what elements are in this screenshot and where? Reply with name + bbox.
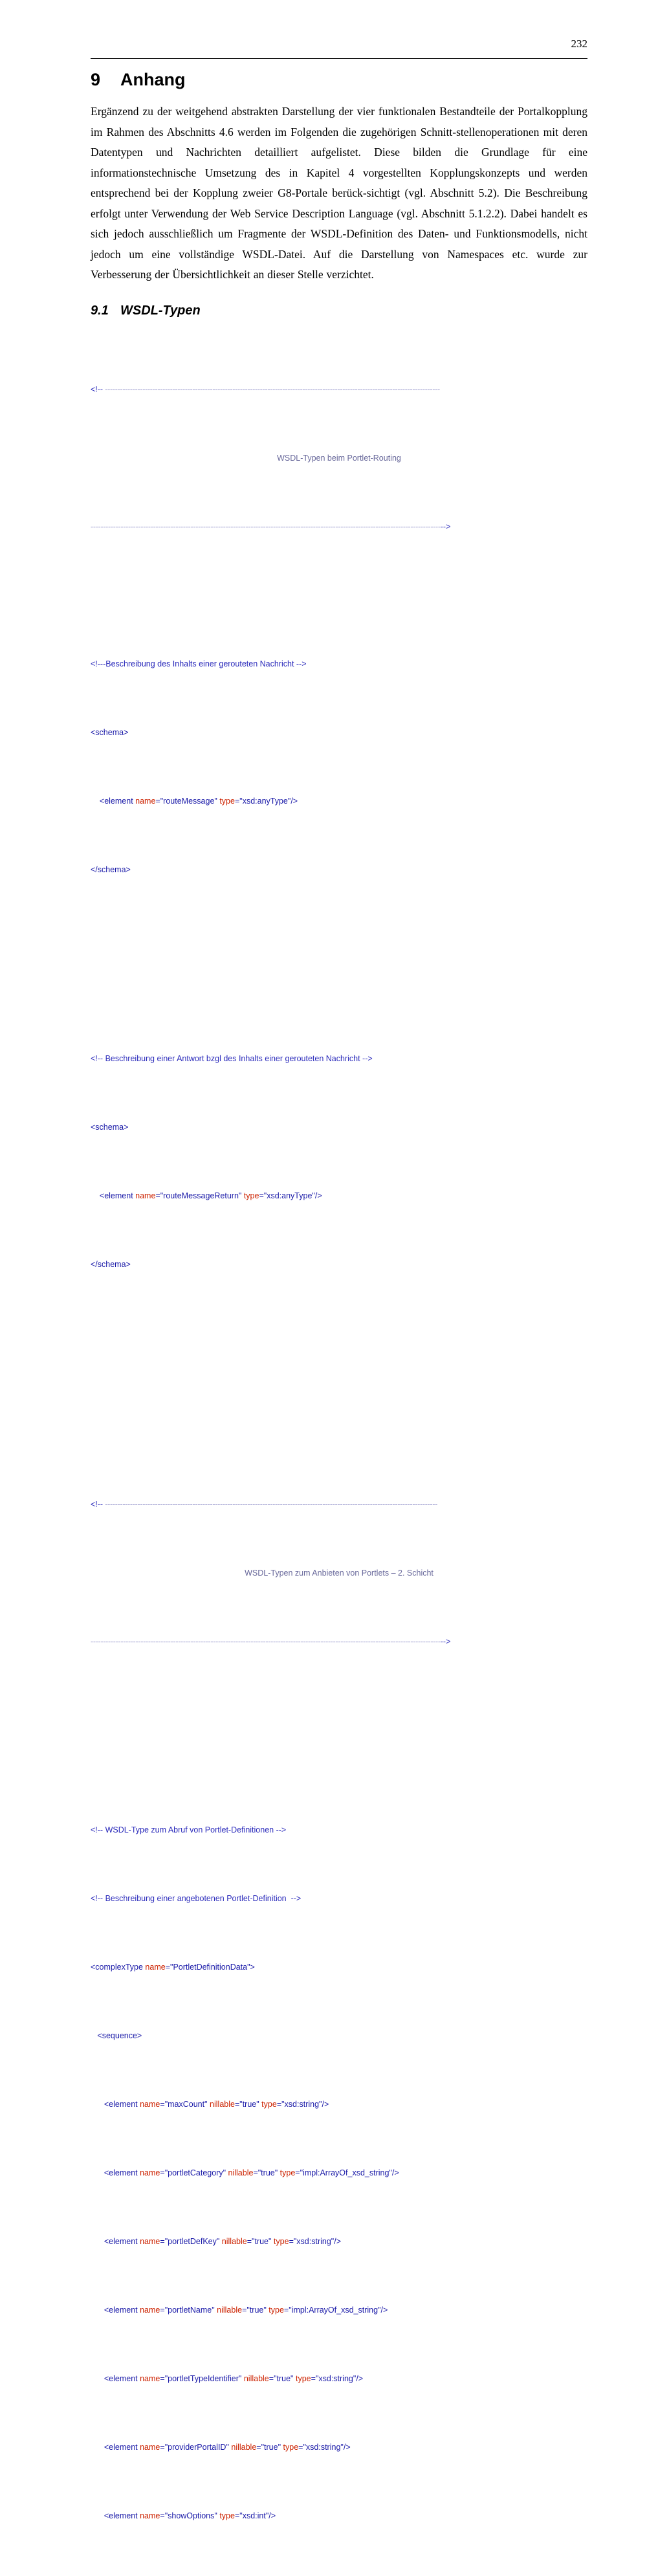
equals: = (253, 2168, 258, 2177)
comment-text: <!---Beschreibung des Inhalts einer gerouteten Nachricht --> (91, 659, 307, 668)
value-type: "xsd:string" (303, 2443, 343, 2452)
value-nillable: "true" (274, 2374, 293, 2383)
element-open-tag: <element (104, 2237, 140, 2246)
attr-nillable: nillable (231, 2443, 256, 2452)
equals: = (311, 2374, 316, 2383)
code-blank-line (91, 1427, 587, 1445)
chapter-heading (91, 70, 587, 90)
code-line-banner1-open (91, 381, 587, 399)
banner-rule-2: -------------------------------------------------------------------------------------------------------------------------------------------- (91, 522, 441, 531)
schema-open-tag: <schema> (91, 1123, 128, 1132)
equals: = (277, 2100, 281, 2109)
comment-text: <!-- Beschreibung einer angebotenen Portlet-Definition --> (91, 1894, 301, 1903)
attr-type: type (296, 2374, 311, 2383)
code-line-comment2 (91, 1050, 587, 1068)
code-line-schema-open-1 (91, 724, 587, 742)
equals: = (235, 2100, 239, 2109)
value-name: "portletName" (165, 2306, 215, 2315)
element-open-tag: <element (104, 2511, 140, 2520)
code-line-element-routemessagereturn (91, 1187, 587, 1205)
value-nillable: "true" (239, 2100, 259, 2109)
comment-text: <!-- WSDL-Type zum Abruf von Portlet-Definitionen --> (91, 1825, 286, 1834)
element-close-tag: /> (380, 2306, 388, 2315)
attr-nillable: nillable (217, 2306, 242, 2315)
value-name: "routeMessage" (160, 797, 217, 806)
attr-type: type (274, 2237, 289, 2246)
value-type: "xsd:int" (239, 2511, 269, 2520)
element-close-tag: /> (344, 2443, 351, 2452)
attr-name: name (140, 2100, 160, 2109)
chapter-title: Anhang (120, 70, 186, 89)
element-open-tag: <element (104, 2168, 140, 2177)
element-open-tag: <element (104, 2443, 140, 2452)
attr-type: type (241, 1191, 259, 1200)
code-line-banner2-open (91, 1496, 587, 1514)
attr-type: type (269, 2306, 284, 2315)
code-line-element-row (91, 2096, 587, 2113)
code-line-banner1-caption (91, 450, 587, 467)
value-type: "xsd:string" (294, 2237, 334, 2246)
attr-name: name (140, 2443, 160, 2452)
equals-1: = (155, 1191, 160, 1200)
comment-close-marker: --> (441, 522, 451, 531)
code-line-element-row (91, 2507, 587, 2525)
code-line-element-row (91, 2164, 587, 2182)
attr-name: name (140, 2306, 160, 2315)
section-number: 9.1 (91, 303, 120, 318)
element-open-tag: <element (104, 2100, 140, 2109)
comment-text: <!-- Beschreibung einer Antwort bzgl des Inhalts einer gerouteten Nachricht --> (91, 1054, 373, 1063)
element-close-tag: /> (269, 2511, 276, 2520)
page-content (91, 70, 587, 2576)
chapter-number: 9 (91, 70, 120, 90)
equals: = (295, 2168, 300, 2177)
equals-2: = (259, 1191, 263, 1200)
value-type: "xsd:string" (281, 2100, 322, 2109)
code-line-element-row (91, 2439, 587, 2456)
code-blank-line (91, 1753, 587, 1770)
document-page (0, 0, 647, 916)
comment-open-marker: <!-- (91, 385, 103, 394)
attr-type: type (219, 2511, 235, 2520)
attr-name: name (145, 1963, 165, 1972)
equals-2: = (235, 797, 239, 806)
equals: = (166, 1963, 170, 1972)
attr-nillable: nillable (228, 2168, 254, 2177)
code-blank-line (91, 1325, 587, 1342)
section-title: WSDL-Typen (120, 303, 201, 318)
value-name: "portletCategory" (165, 2168, 226, 2177)
value-name: "routeMessageReturn" (160, 1191, 242, 1200)
banner-rule: -------------------------------------------------------------------------------------------------------------------------------------- (103, 385, 440, 394)
code-line-banner2-close (91, 1633, 587, 1651)
code-line-schema-close-1 (91, 861, 587, 879)
element-open-tag: <element (104, 2306, 140, 2315)
value-name: "PortletDefinitionData"> (170, 1963, 255, 1972)
value-name: "providerPortalID" (165, 2443, 229, 2452)
schema-open-tag: <schema> (91, 728, 128, 737)
equals: = (160, 2168, 164, 2177)
value-type: "impl:ArrayOf_xsd_string" (300, 2168, 392, 2177)
code-line-comment4 (91, 1890, 587, 1908)
element-open-tag: <element (100, 797, 135, 806)
attr-type: type (280, 2168, 296, 2177)
attr-nillable: nillable (222, 2237, 247, 2246)
element-close-tag: /> (315, 1191, 322, 1200)
code-line-comment3 (91, 1822, 587, 1839)
equals: = (160, 2443, 164, 2452)
code-line-schema-close-2 (91, 1256, 587, 1273)
schema-close-tag: </schema> (91, 865, 131, 874)
banner-rule-2: -------------------------------------------------------------------------------------------------------------------------------------------- (91, 1637, 441, 1646)
code-blank-line (91, 1376, 587, 1393)
element-close-tag: /> (322, 2100, 329, 2109)
code-blank-line (91, 930, 587, 947)
banner-caption: WSDL-Typen beim Portlet-Routing (91, 450, 587, 467)
attr-type: type (217, 797, 235, 806)
attr-name: name (135, 1191, 155, 1200)
banner-caption: WSDL-Typen zum Anbieten von Portlets – 2. Schicht (91, 1565, 587, 1582)
attr-name: name (140, 2237, 160, 2246)
element-close-tag: /> (392, 2168, 399, 2177)
comment-close-marker: --> (441, 1637, 451, 1646)
page-number: 232 (91, 38, 587, 50)
element-close-tag: /> (356, 2374, 363, 2383)
equals: = (269, 2374, 274, 2383)
code-line-element-row (91, 2302, 587, 2319)
equals: = (160, 2306, 164, 2315)
code-line-comment1 (91, 655, 587, 673)
equals: = (289, 2237, 294, 2246)
value-type: "impl:ArrayOf_xsd_string" (289, 2306, 380, 2315)
attr-name: name (140, 2374, 160, 2383)
attr-type: type (261, 2100, 277, 2109)
attr-name: name (140, 2511, 160, 2520)
equals: = (298, 2443, 303, 2452)
intro-paragraph: Ergänzend zu der weitgehend abstrakten Darstellung der vier funktionalen Bestandteile der Portalkopplung im Rahmen des Abschnitts 4.6 werden im Folgenden die zugehörigen Schnitt-stellenoperationen mit deren Datentypen und Nachrichten detailliert aufgelistet. Diese bilden die Grundlage für eine informationstechnische Umsetzung des in Kapitel 4 vorgestellten Kopplungskonzepts und werden entsprechend bei der Kopplung zweier G8-Portale berück-sichtigt (vgl. Abschnitt 5.2). Die Beschreibung erfolgt unter Verwendung der Web Service Description Language (vgl. Abschnitt 5.1.2.2). Dabei handelt es sich jedoch ausschließlich um Fragmente der WSDL-Definition des Daten- und Funktionsmodells, nicht jedoch um eine vollständige WSDL-Datei. Auf die Darstellung von Namespaces etc. wurde zur Verbesserung der Übersichtlichkeit an dieser Stelle verzichtet. (91, 102, 587, 285)
value-type: "xsd:string" (316, 2374, 356, 2383)
equals: = (235, 2511, 239, 2520)
value-name: "portletDefKey" (165, 2237, 220, 2246)
sequence-open-tag: <sequence> (97, 2031, 142, 2040)
element-open-tag: <element (100, 1191, 135, 1200)
element-close-tag: /> (291, 797, 298, 806)
equals: = (247, 2237, 252, 2246)
schema-close-tag: </schema> (91, 1260, 131, 1269)
code-line-element-row (91, 2233, 587, 2251)
value-nillable: "true" (261, 2443, 281, 2452)
attr-name: name (140, 2168, 160, 2177)
equals: = (160, 2100, 164, 2109)
code-line-schema-open-2 (91, 1119, 587, 1136)
value-name: "portletTypeIdentifier" (165, 2374, 242, 2383)
code-line-banner1-close (91, 518, 587, 536)
equals: = (256, 2443, 261, 2452)
code-blank-line (91, 1702, 587, 1719)
code-line-complextype-open (91, 1959, 587, 1976)
attr-name: name (135, 797, 155, 806)
attr-type: type (283, 2443, 299, 2452)
equals: = (160, 2374, 164, 2383)
value-nillable: "true" (252, 2237, 271, 2246)
comment-open-marker: <!-- (91, 1500, 103, 1509)
code-line-banner2-caption (91, 1565, 587, 1582)
value-type: "xsd:anyType" (239, 797, 291, 806)
code-line-sequence-open (91, 2027, 587, 2045)
code-line-element-routemessage (91, 793, 587, 810)
equals: = (160, 2511, 164, 2520)
value-nillable: "true" (258, 2168, 278, 2177)
code-line-element-row (91, 2370, 587, 2388)
element-open-tag: <element (104, 2374, 140, 2383)
equals: = (160, 2237, 164, 2246)
equals: = (284, 2306, 289, 2315)
value-name: "maxCount" (165, 2100, 208, 2109)
value-nillable: "true" (247, 2306, 266, 2315)
element-close-tag: /> (334, 2237, 341, 2246)
value-type: "xsd:anyType" (264, 1191, 315, 1200)
code-blank-line (91, 587, 587, 604)
header-rule (91, 58, 587, 59)
code-blank-line (91, 982, 587, 999)
equals-1: = (155, 797, 160, 806)
attr-nillable: nillable (244, 2374, 269, 2383)
complextype-open-tag: <complexType (91, 1963, 145, 1972)
banner-rule: ------------------------------------------------------------------------------------------------------------------------------------- (103, 1500, 437, 1509)
value-name: "showOptions" (165, 2511, 217, 2520)
section-heading (91, 303, 587, 318)
equals: = (242, 2306, 247, 2315)
attr-nillable: nillable (210, 2100, 235, 2109)
code-block (91, 330, 587, 2576)
